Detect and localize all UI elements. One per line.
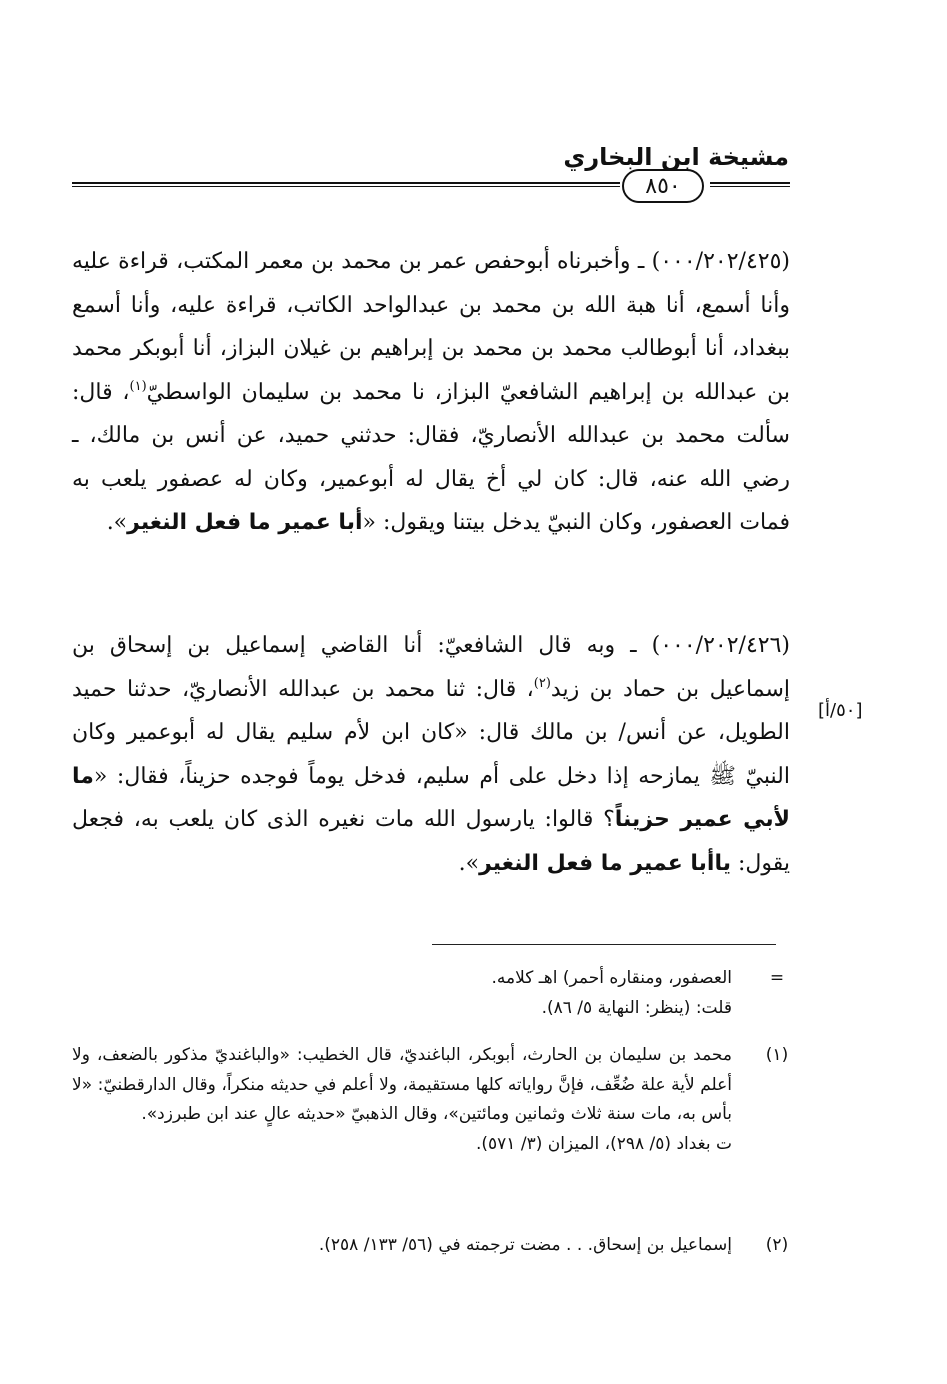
hadith-reference: (٠٠٠/٢٠٢/٤٢٦) <box>651 633 790 658</box>
footnote-1-text: محمد بن سليمان بن الحارث، أبوبكر، الباغنديّ، قال الخطيب: «والباغنديّ مذكور بالضعف، ولا أعلم لأية علة ضُعِّف، فإنَّ رواياته كلها مستقيمة، ولا أعلم في حديثه منكراً، وقال الدارقطنيّ: «لا بأس به، مات سنة ثلاث وثمانين ومائتين»، وقال الذهبيّ «حديثه عالٍ عند ابن طبرزد». <box>72 1045 732 1124</box>
running-header-title: مشيخة ابن البخاري <box>563 143 789 171</box>
header-rule-left <box>72 182 620 187</box>
hadith-paragraph-425 <box>72 240 826 545</box>
hadith-text-cont: ، قال: ثنا محمد بن عبدالله الأنصاريّ، حدثنا حميد الطويل، عن أنس/ بن مالك قال: «كان ابن لأم سليم يقال له أبوعمير وكان النبيّ ﷺ يمازحه إذا دخل على أم سليم، فدخل يوماً فوجده حزيناً، فقال: « <box>72 676 790 789</box>
footnote-ref-2[interactable]: (٢) <box>533 675 551 691</box>
footnote-2 <box>72 1231 732 1261</box>
footnote-1 <box>72 1041 732 1159</box>
hadith-text-cont-2: ؟ قالوا: يارسول الله مات نغيره الذى كان يلعب به، فجعل يقول: <box>72 807 790 876</box>
footnote-ref-1[interactable]: (١) <box>129 378 147 394</box>
manuscript-folio-marker: [٥٠/أ] <box>818 700 863 721</box>
prophetic-saying: أبا عمير ما فعل النغير <box>127 510 363 535</box>
hadith-paragraph-426 <box>72 624 826 885</box>
footnote-continuation <box>72 964 732 1023</box>
prophetic-saying-2: ياأبا عمير ما فعل النغير <box>479 850 731 876</box>
footnote-separator <box>432 944 776 945</box>
header-rule-right <box>710 182 790 187</box>
prophetic-saying: ما لأبي عمير حزيناً <box>72 763 790 832</box>
footnote-2-text: إسماعيل بن إسحاق. . . مضت ترجمته في (٥٦/ ١٣٣/ ٢٥٨). <box>318 1235 732 1255</box>
footnote-continuation-mark: = <box>769 968 785 988</box>
hadith-text: ـ وبه قال الشافعيّ: أنا القاضي إسماعيل بن إسحاق بن إسماعيل بن حماد بن زيد <box>72 633 790 702</box>
footnote-continuation-line: قلت: (ينظر: النهاية ٥/ ٨٦). <box>541 997 732 1018</box>
hadith-text-end: ». <box>106 510 128 535</box>
page-number-badge: ٨٥٠ <box>622 169 704 203</box>
hadith-text: ـ وأخبرناه أبوحفص عمر بن محمد بن معمر المكتب، قراءة عليه وأنا أسمع، أنا هبة الله بن محمد بن عبدالواحد الكاتب، قراءة عليه، وأنا أسمع ببغداد، أنا أبوطالب محمد بن محمد بن إبراهيم بن غيلان البزاز، أنا أبوبكر محمد بن عبدالله بن إبراهيم الشافعيّ البزاز، نا محمد بن سليمان الواسطيّ <box>72 249 790 405</box>
hadith-reference: (٠٠٠/٢٠٢/٤٢٥) <box>651 249 790 274</box>
hadith-text-end: ». <box>458 850 480 876</box>
hadith-text-cont: ، قال: سألت محمد بن عبدالله الأنصاريّ، فقال: حدثني حميد، عن أنس بن مالك، ـ رضي الله عنه، قال: كان لي أخ يقال له أبوعمير، وكان له عصفور يلعب به فمات العصفور، وكان النبيّ يدخل بيتنا ويقول: « <box>72 379 790 535</box>
footnote-2-number: (٢) <box>765 1235 789 1255</box>
footnote-continuation-line: العصفور، ومنقاره أحمر) اهـ كلامه. <box>491 968 732 988</box>
footnote-1-number: (١) <box>765 1045 789 1065</box>
footnote-1-source: ت بغداد (٥/ ٢٩٨)، الميزان (٣/ ٥٧١). <box>475 1133 732 1154</box>
